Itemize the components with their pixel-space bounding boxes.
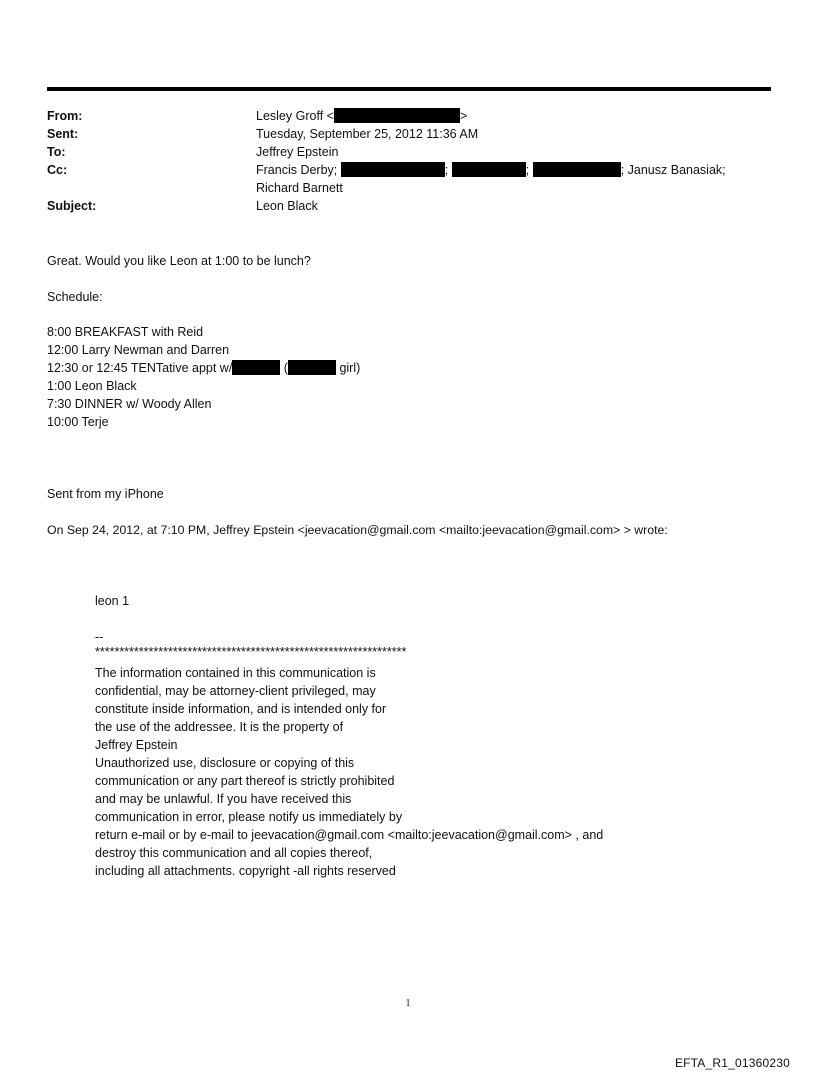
- subject-label: Subject:: [47, 199, 97, 213]
- schedule-list: [47, 323, 771, 431]
- cc-sep2: ;: [525, 163, 530, 177]
- schedule-item: 8:00 BREAKFAST with Reid: [47, 325, 204, 339]
- email-header: [47, 107, 771, 215]
- schedule-item: [47, 359, 771, 377]
- signature-stars: ****************************************************************: [95, 645, 407, 659]
- to-label: To:: [47, 145, 66, 159]
- disclaimer-line: destroy this communication and all copies thereof,: [95, 846, 373, 860]
- schedule-item: 7:30 DINNER w/ Woody Allen: [47, 397, 212, 411]
- schedule-item-text: 12:30 or 12:45 TENTative appt w/: [47, 361, 233, 375]
- schedule-item: 12:00 Larry Newman and Darren: [47, 343, 230, 357]
- disclaimer-line: The information contained in this communication is: [95, 666, 376, 680]
- redaction-box: [288, 360, 336, 375]
- disclaimer-line: confidential, may be attorney-client privileged, may: [95, 684, 376, 698]
- subject-value: Leon Black: [256, 199, 318, 213]
- from-close: >: [459, 109, 468, 123]
- disclaimer-line: Jeffrey Epstein: [95, 738, 178, 752]
- sent-label: Sent:: [47, 127, 79, 141]
- schedule-item: 10:00 Terje: [47, 415, 109, 429]
- quoted-text: leon 1: [95, 594, 130, 608]
- top-rule: [47, 87, 771, 91]
- cc-label: Cc:: [47, 163, 68, 177]
- disclaimer-line: and may be unlawful. If you have received this: [95, 792, 352, 806]
- cc-row-continued: [47, 179, 771, 197]
- from-name: Lesley Groff <: [256, 109, 334, 123]
- quote-header: On Sep 24, 2012, at 7:10 PM, Jeffrey Epstein <jeevacation@gmail.com <mailto:jeevacation@gmail.com> > wrote:: [47, 523, 668, 537]
- schedule-item: 1:00 Leon Black: [47, 379, 137, 393]
- schedule-item-text: (: [283, 361, 288, 375]
- to-value: Jeffrey Epstein: [256, 145, 339, 159]
- disclaimer-line: return e-mail or by e-mail to jeevacation@gmail.com <mailto:jeevacation@gmail.com> , and: [95, 828, 604, 842]
- sent-value: Tuesday, September 25, 2012 11:36 AM: [256, 127, 479, 141]
- from-row: [47, 107, 771, 125]
- cc-sep1: ;: [444, 163, 449, 177]
- redaction-box: [341, 162, 445, 177]
- disclaimer-line: Unauthorized use, disclosure or copying of this: [95, 756, 355, 770]
- greeting: Great. Would you like Leon at 1:00 to be lunch?: [47, 254, 311, 268]
- disclaimer-line: communication or any part thereof is strictly prohibited: [95, 774, 395, 788]
- disclaimer-line: the use of the addressee. It is the property of: [95, 720, 344, 734]
- redaction-box: [533, 162, 621, 177]
- cc-value: [256, 161, 771, 179]
- cc-first: Francis Derby;: [256, 163, 338, 177]
- quoted-signature: [95, 628, 715, 880]
- schedule-label: Schedule:: [47, 290, 103, 304]
- disclaimer-line: communication in error, please notify us immediately by: [95, 810, 403, 824]
- cc-tail: ; Janusz Banasiak;: [620, 163, 726, 177]
- disclaimer-line: constitute inside information, and is intended only for: [95, 702, 387, 716]
- signature-dashes: --: [95, 630, 104, 644]
- sent-row: [47, 125, 771, 143]
- from-label: From:: [47, 109, 83, 123]
- redaction-box: [452, 162, 526, 177]
- page-number: 1: [405, 998, 411, 1009]
- disclaimer-line: including all attachments. copyright -all rights reserved: [95, 864, 396, 878]
- from-value: [256, 107, 771, 125]
- redaction-box: [334, 108, 460, 123]
- cc-row: [47, 161, 771, 179]
- to-row: [47, 143, 771, 161]
- signature: Sent from my iPhone: [47, 487, 164, 501]
- cc-line2: Richard Barnett: [256, 181, 343, 195]
- bates-number: EFTA_R1_01360230: [674, 1056, 790, 1070]
- subject-row: [47, 197, 771, 215]
- schedule-item-text: girl): [339, 361, 361, 375]
- redaction-box: [232, 360, 280, 375]
